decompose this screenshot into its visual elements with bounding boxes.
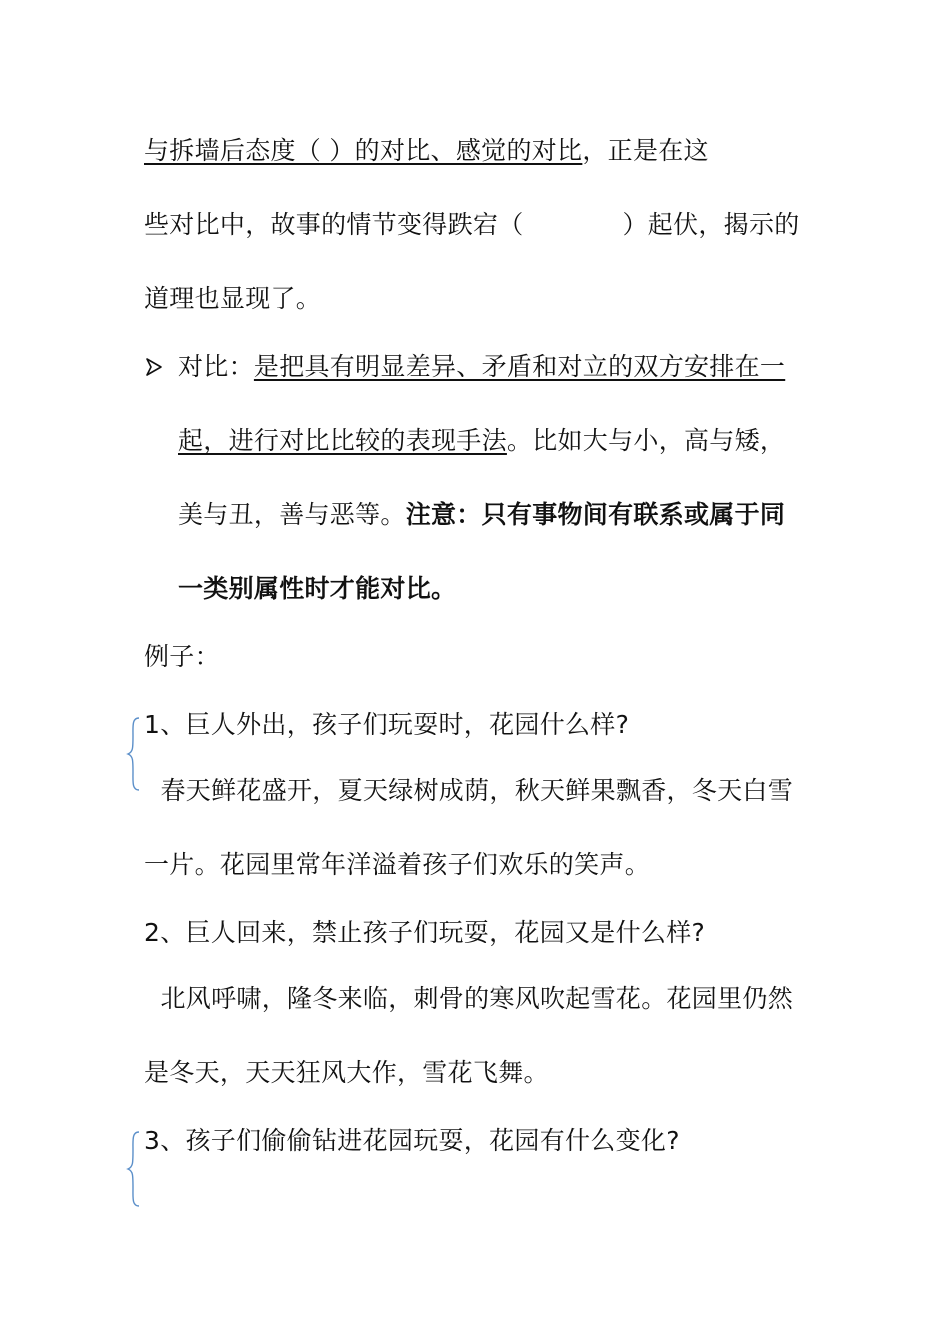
answer-2-line2: 是冬天，天天狂风大作，雪花飞舞。 <box>144 1058 549 1087</box>
bullet-note: 注意：只有事物间有联系或属于同 <box>405 500 786 529</box>
para1-line1-rest: ，正是在这 <box>582 136 709 165</box>
para1-line2: 些对比中，故事的情节变得跌宕（ ）起伏，揭示的 <box>144 210 800 239</box>
para1-line1 <box>144 134 709 168</box>
bullet-definition-part2: 起，进行对比比较的表现手法 <box>178 426 507 455</box>
question-2: 2、巨人回来，禁止孩子们玩耍，花园又是什么样? <box>144 918 706 947</box>
question-3: 3、孩子们偷偷钻进花园玩耍，花园有什么变化? <box>144 1126 680 1155</box>
para1-line3: 道理也显现了。 <box>144 284 322 313</box>
bullet-definition-part1: 是把具有明显差异、矛盾和对立的双方安排在一 <box>253 352 786 381</box>
question-1: 1、巨人外出，孩子们玩耍时，花园什么样? <box>144 710 630 739</box>
curly-brace-icon <box>126 716 142 792</box>
answer-1-line1: 春天鲜花盛开，夏天绿树成荫，秋天鲜果飘香，冬天白雪 <box>144 776 793 805</box>
bullet-line2-rest: 。比如大与小，高与矮， <box>506 426 786 455</box>
arrow-bullet-icon <box>144 350 164 384</box>
curly-brace-icon <box>126 1130 142 1208</box>
bullet-line3 <box>178 498 785 532</box>
answer-2-line1: 北风呼啸，隆冬来临，刺骨的寒风吹起雪花。花园里仍然 <box>144 984 793 1013</box>
bullet-line4: 一类别属性时才能对比。 <box>178 574 457 603</box>
examples-label: 例子： <box>144 642 220 671</box>
answer-1-line2: 一片。花园里常年洋溢着孩子们欢乐的笑声。 <box>144 850 651 879</box>
bullet-line1 <box>178 350 785 384</box>
para1-line1-underlined: 与拆墙后态度（ ）的对比、感觉的对比 <box>144 136 583 165</box>
bullet-head: 对比： <box>178 352 254 381</box>
bullet-line2 <box>178 424 785 458</box>
bullet-examples: 美与丑，善与恶等。 <box>178 500 406 529</box>
